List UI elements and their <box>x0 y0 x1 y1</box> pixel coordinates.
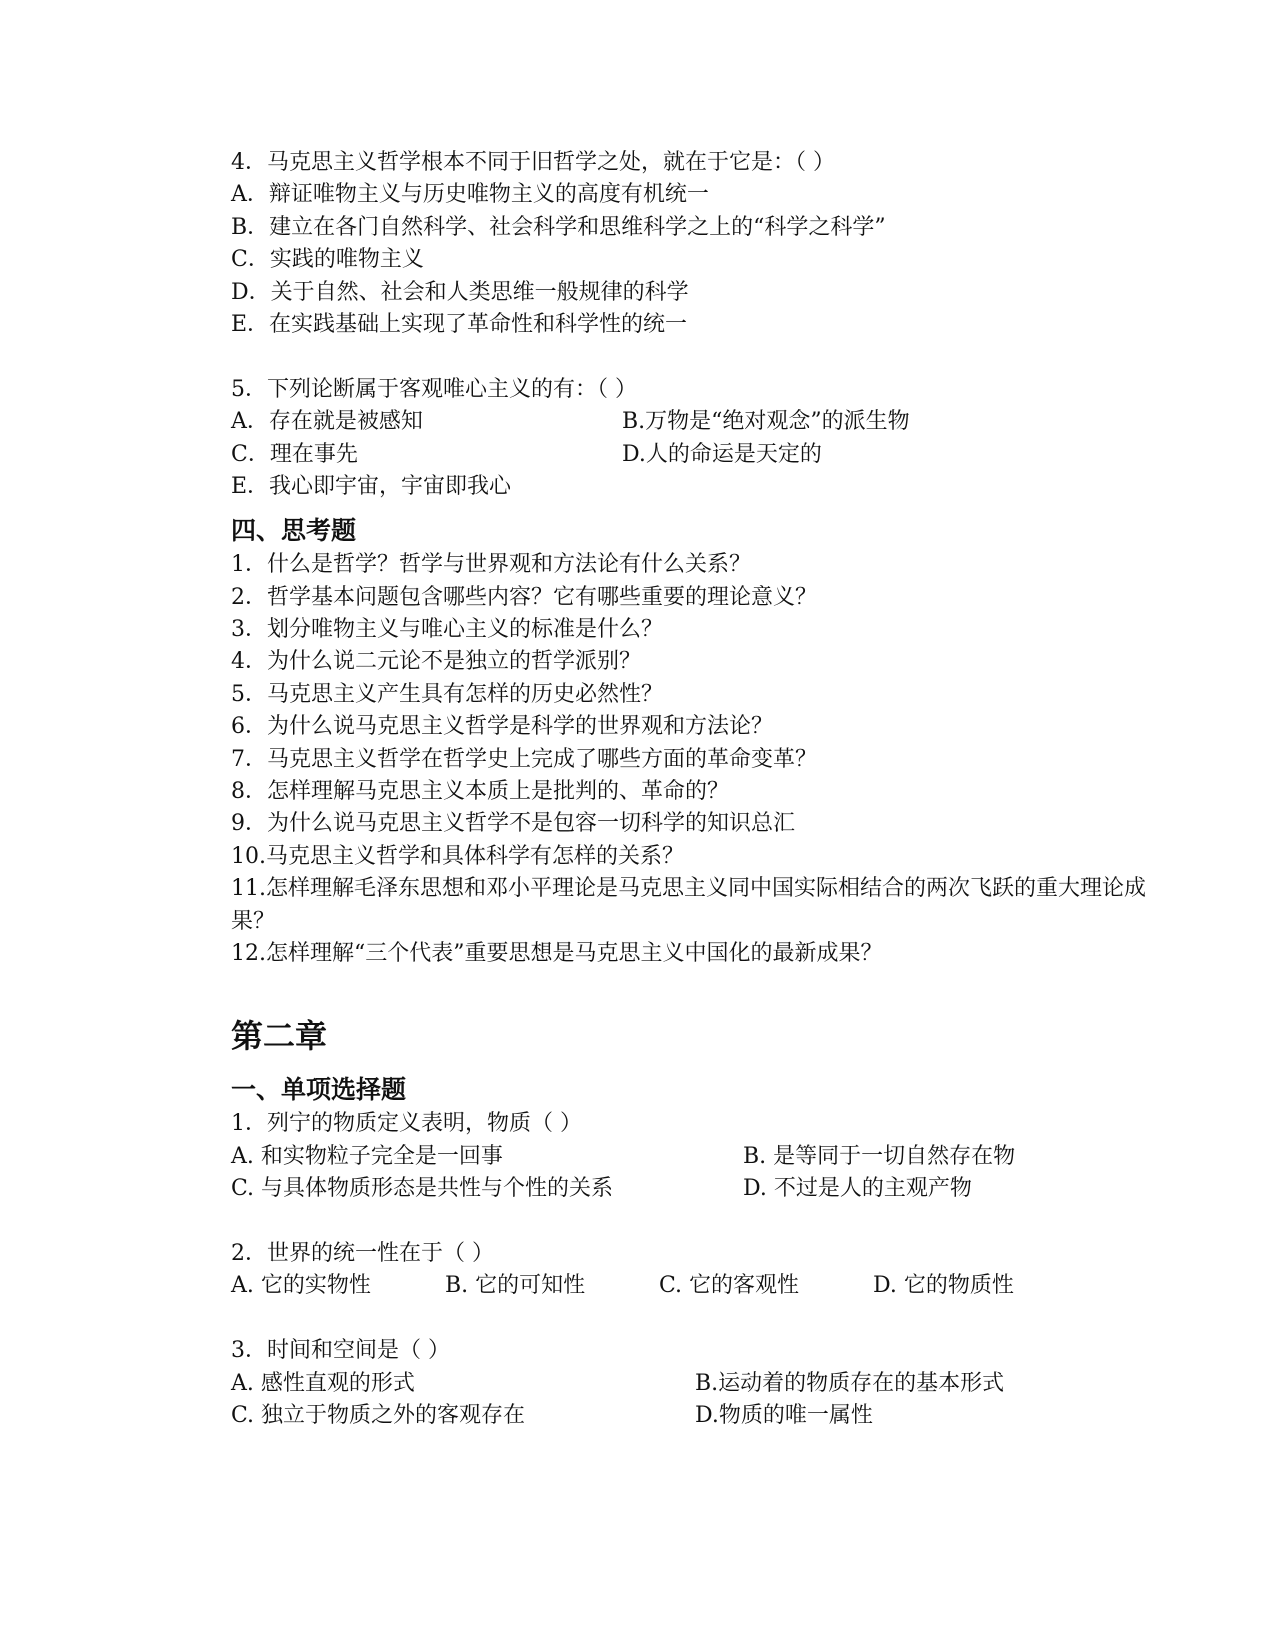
question-4 <box>231 147 1151 341</box>
list-item: 10.马克思主义哲学和具体科学有怎样的关系？ <box>231 843 684 869</box>
list-item: 4．为什么说二元论不是独立的哲学派别？ <box>231 649 641 675</box>
option-b: B. 它的可知性 <box>445 1273 586 1299</box>
option-d: D. 它的物质性 <box>873 1273 1014 1299</box>
list-item: 8．怎样理解马克思主义本质上是批判的、革命的？ <box>231 779 729 805</box>
option-a: A．辩证唯物主义与历史唯物主义的高度有机统一 <box>231 182 709 208</box>
section-heading: 一、单项选择题 <box>231 1075 407 1105</box>
option-row <box>231 1173 1151 1205</box>
option-d: D.物质的唯一属性 <box>695 1402 873 1428</box>
list-item: 2．哲学基本问题包含哪些内容？它有哪些重要的理论意义？ <box>231 584 817 610</box>
list-item: 12.怎样理解“三个代表”重要思想是马克思主义中国化的最新成果？ <box>231 941 883 967</box>
option-row <box>231 1141 1151 1173</box>
option-row <box>231 1270 1151 1302</box>
option-e: E．在实践基础上实现了革命性和科学性的统一 <box>231 311 688 337</box>
option-a: A．存在就是被感知 <box>231 409 423 435</box>
option-d: D．关于自然、社会和人类思维一般规律的科学 <box>231 279 689 305</box>
section-heading: 四、思考题 <box>231 516 357 546</box>
spacer <box>231 503 1151 513</box>
list-item: 7．马克思主义哲学在哲学史上完成了哪些方面的革命变革？ <box>231 746 817 772</box>
section-thinking-questions <box>231 513 1151 970</box>
option-c: C．理在事先 <box>231 441 358 467</box>
question-5 <box>231 374 1151 504</box>
option-a: A. 感性直观的形式 <box>231 1370 415 1396</box>
document-page <box>231 147 1151 1432</box>
question-1 <box>231 1108 1151 1205</box>
option-d: D. 不过是人的主观产物 <box>743 1176 972 1202</box>
option-row <box>231 439 1151 471</box>
chapter-heading: 第二章 <box>231 1017 328 1056</box>
option-c: C．实践的唯物主义 <box>231 247 424 273</box>
option-e: E．我心即宇宙，宇宙即我心 <box>231 473 512 499</box>
option-b: B. 是等同于一切自然存在物 <box>743 1143 1016 1169</box>
option-c: C. 独立于物质之外的客观存在 <box>231 1402 526 1428</box>
option-row <box>231 1368 1151 1400</box>
option-d: D.人的命运是天定的 <box>622 441 822 467</box>
question-stem: 1．列宁的物质定义表明，物质（ ） <box>231 1111 582 1137</box>
option-b: B.万物是“绝对观念”的派生物 <box>622 409 910 435</box>
spacer <box>231 1058 1151 1072</box>
list-item: 5．马克思主义产生具有怎样的历史必然性？ <box>231 681 663 707</box>
option-row <box>231 406 1151 438</box>
chapter-2 <box>231 1014 1151 1432</box>
question-stem: 2．世界的统一性在于（ ） <box>231 1240 494 1266</box>
option-a: A. 它的实物性 <box>231 1273 371 1299</box>
option-b: B．建立在各门自然科学、社会科学和思维科学之上的“科学之科学” <box>231 214 886 240</box>
question-2 <box>231 1238 1151 1303</box>
option-c: C. 与具体物质形态是共性与个性的关系 <box>231 1176 614 1202</box>
spacer <box>231 970 1151 1014</box>
question-3 <box>231 1335 1151 1432</box>
option-c: C. 它的客观性 <box>659 1273 800 1299</box>
list-item: 6．为什么说马克思主义哲学是科学的世界观和方法论？ <box>231 714 773 740</box>
list-item: 1．什么是哲学？哲学与世界观和方法论有什么关系？ <box>231 552 751 578</box>
list-item: 11.怎样理解毛泽东思想和邓小平理论是马克思主义同中国实际相结合的两次飞跃的重大理论成果？ <box>231 876 1146 934</box>
list-item: 3．划分唯物主义与唯心主义的标准是什么？ <box>231 617 663 643</box>
spacer <box>231 1303 1151 1335</box>
option-a: A. 和实物粒子完全是一回事 <box>231 1143 503 1169</box>
question-stem: 4．马克思主义哲学根本不同于旧哲学之处，就在于它是：（ ） <box>231 150 835 175</box>
spacer <box>231 1206 1151 1238</box>
option-b: B.运动着的物质存在的基本形式 <box>695 1370 1005 1396</box>
question-stem: 3．时间和空间是（ ） <box>231 1338 450 1364</box>
spacer <box>231 341 1151 373</box>
option-row <box>231 1400 1151 1432</box>
question-stem: 5．下列论断属于客观唯心主义的有：（ ） <box>231 376 637 402</box>
list-item: 9．为什么说马克思主义哲学不是包容一切科学的知识总汇 <box>231 811 795 837</box>
